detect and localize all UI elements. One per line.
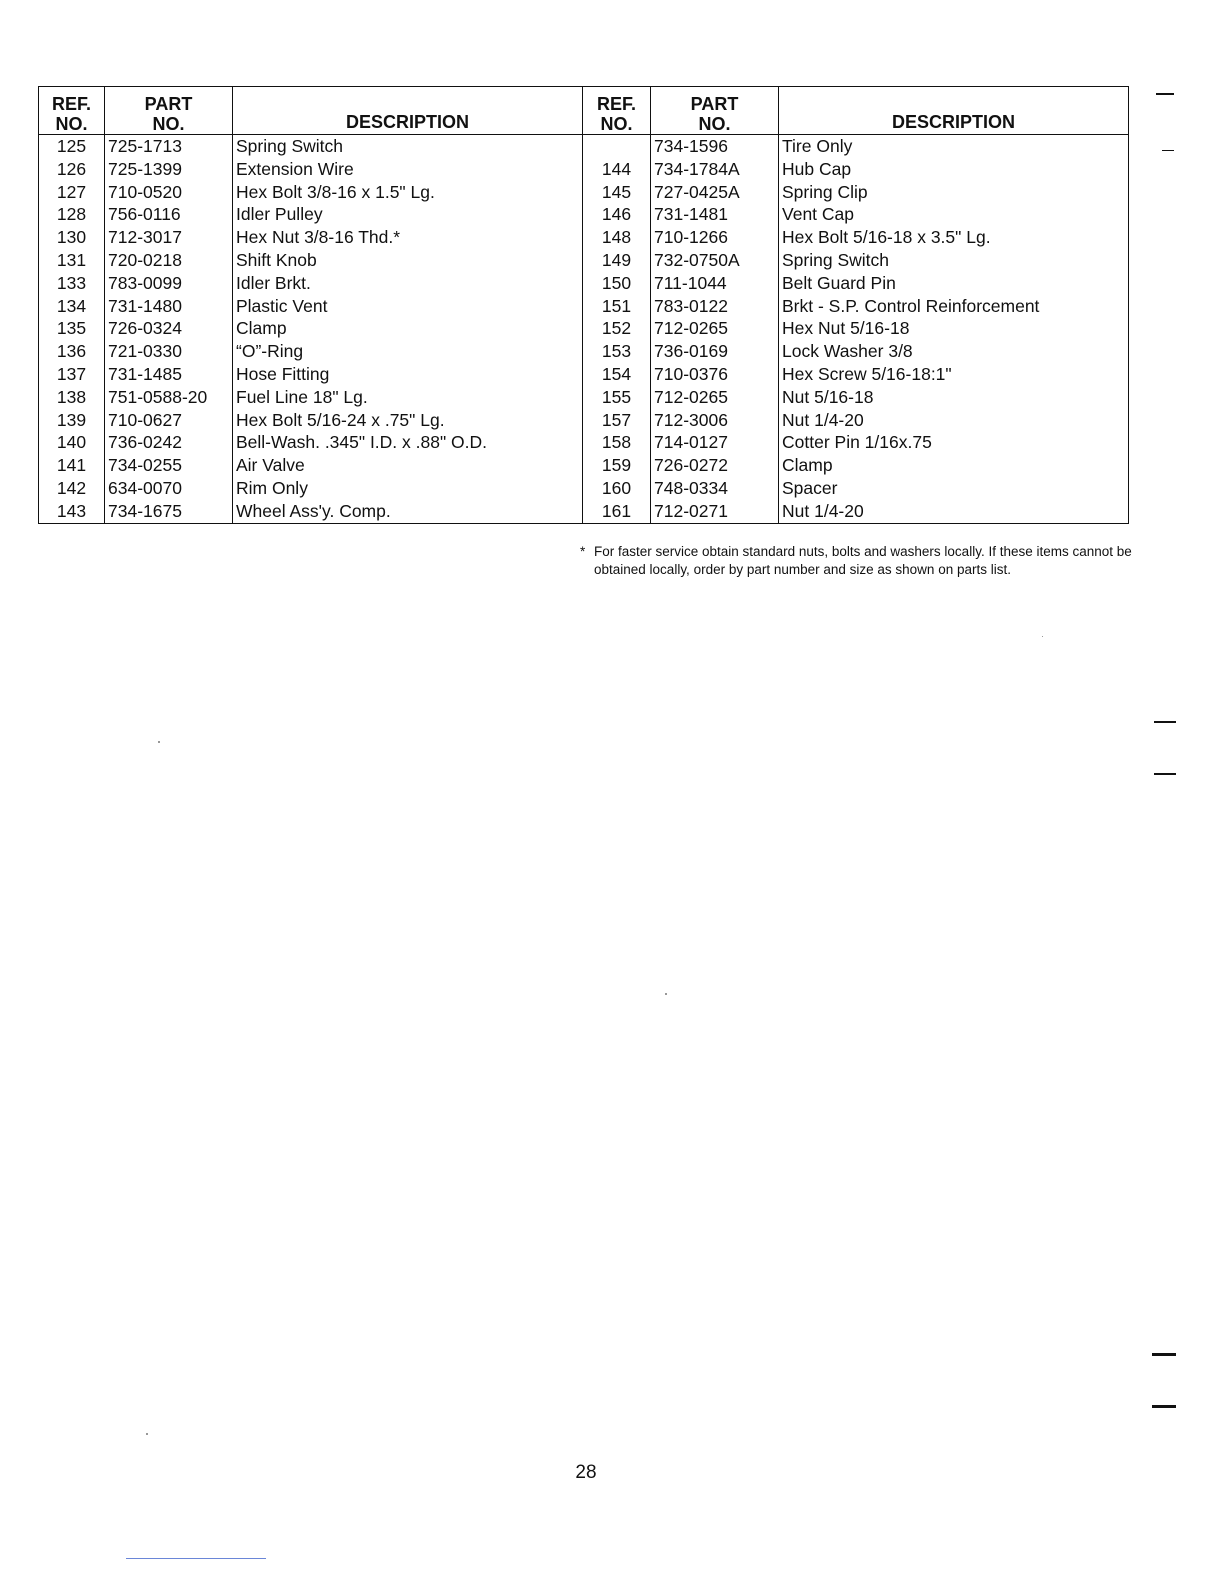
description-cell-2: Vent Cap [779, 203, 1129, 226]
ref-no-cell-2: 153 [583, 340, 651, 363]
description-cell: Bell-Wash. .345" I.D. x .88" O.D. [233, 431, 583, 454]
margin-mark [1156, 93, 1174, 95]
part-no-cell-2: 731-1481 [651, 203, 779, 226]
table-row [39, 226, 1129, 249]
table-row [39, 249, 1129, 272]
ref-no-cell: 131 [56, 249, 87, 270]
description-cell: Idler Brkt. [233, 272, 583, 295]
ref-no-cell: 128 [56, 204, 87, 225]
table-row [39, 431, 1129, 454]
ref-no-cell: 133 [56, 272, 87, 293]
part-no-cell-2: 726-0272 [651, 454, 779, 477]
part-no-cell: 710-0520 [105, 181, 233, 204]
table-row [39, 477, 1129, 500]
ref-no-cell: 125 [56, 136, 87, 156]
part-no-cell-2: 712-0265 [651, 317, 779, 340]
part-no-cell-2: 734-1784A [651, 158, 779, 181]
part-no-cell: 725-1713 [105, 135, 233, 158]
part-no-cell: 712-3017 [105, 226, 233, 249]
description-cell-2: Spring Clip [779, 181, 1129, 204]
part-no-cell-2: 732-0750A [651, 249, 779, 272]
part-no-cell: 756-0116 [105, 203, 233, 226]
part-no-cell: 734-1675 [105, 500, 233, 523]
table-row [39, 295, 1129, 318]
description-cell-2: Hex Bolt 5/16-18 x 3.5" Lg. [779, 226, 1129, 249]
part-no-cell-2: 736-0169 [651, 340, 779, 363]
ref-no-cell-2: 161 [583, 500, 651, 523]
part-no-cell-2: 712-3006 [651, 409, 779, 432]
description-cell-2: Hub Cap [779, 158, 1129, 181]
ref-no-cell-2: 154 [583, 363, 651, 386]
description-cell-2: Brkt - S.P. Control Reinforcement [779, 295, 1129, 318]
description-cell: Shift Knob [233, 249, 583, 272]
ref-no-cell-2: 150 [583, 272, 651, 295]
part-no-cell-2: 734-1596 [651, 135, 779, 158]
description-header: DESCRIPTION [233, 87, 583, 135]
margin-mark [1152, 1405, 1176, 1408]
ref-no-cell: 137 [56, 363, 87, 384]
description-cell-2: Hex Screw 5/16-18:1" [779, 363, 1129, 386]
part-no-cell: 736-0242 [105, 431, 233, 454]
footnote-marker: * [580, 544, 586, 559]
description-cell: Hose Fitting [233, 363, 583, 386]
margin-mark [1154, 773, 1176, 775]
description-cell: Extension Wire [233, 158, 583, 181]
description-header-2: DESCRIPTION [779, 87, 1129, 135]
table-row [39, 135, 1129, 158]
footer-rule [126, 1558, 266, 1559]
ref-no-cell-2: 152 [583, 317, 651, 340]
margin-mark [1162, 150, 1174, 151]
part-no-cell: 634-0070 [105, 477, 233, 500]
part-no-cell: 731-1480 [105, 295, 233, 318]
part-no-cell: 721-0330 [105, 340, 233, 363]
margin-mark [1152, 1353, 1176, 1356]
ref-no-cell: 139 [56, 409, 87, 430]
table-header-row [39, 87, 1129, 135]
ref-no-cell-2: 160 [583, 477, 651, 500]
description-cell: Plastic Vent [233, 295, 583, 318]
ref-no-cell: 126 [56, 158, 87, 179]
part-no-cell: 783-0099 [105, 272, 233, 295]
ref-no-cell-2: 157 [583, 409, 651, 432]
ref-no-cell: 141 [56, 455, 87, 476]
description-cell: Hex Bolt 3/8-16 x 1.5" Lg. [233, 181, 583, 204]
part-no-cell-2: 783-0122 [651, 295, 779, 318]
table-row [39, 363, 1129, 386]
ref-no-cell: 143 [56, 500, 87, 521]
description-cell-2: Belt Guard Pin [779, 272, 1129, 295]
ref-no-cell: 134 [56, 295, 87, 316]
table-row [39, 158, 1129, 181]
description-cell-2: Nut 5/16-18 [779, 386, 1129, 409]
description-cell-2: Tire Only [779, 135, 1129, 158]
part-no-cell-2: 710-1266 [651, 226, 779, 249]
part-no-cell: 725-1399 [105, 158, 233, 181]
description-cell: Rim Only [233, 477, 583, 500]
part-no-cell: 726-0324 [105, 317, 233, 340]
description-cell: Spring Switch [233, 135, 583, 158]
scan-speck [158, 741, 160, 743]
part-no-cell-2: 727-0425A [651, 181, 779, 204]
ref-no-header-2: REF. NO. [583, 87, 651, 135]
page-number: 28 [575, 1462, 597, 1483]
part-no-cell: 751-0588-20 [105, 386, 233, 409]
ref-no-cell: 140 [56, 432, 87, 453]
parts-list-table [38, 86, 1129, 524]
table-row [39, 386, 1129, 409]
part-no-cell: 720-0218 [105, 249, 233, 272]
description-cell-2: Spring Switch [779, 249, 1129, 272]
ref-no-cell-2: 145 [583, 181, 651, 204]
description-cell-2: Spacer [779, 477, 1129, 500]
table-row [39, 454, 1129, 477]
ref-no-cell-2: 151 [583, 295, 651, 318]
part-no-cell: 731-1485 [105, 363, 233, 386]
scan-speck [1042, 636, 1043, 637]
description-cell-2: Nut 1/4-20 [779, 409, 1129, 432]
part-no-cell-2: 714-0127 [651, 431, 779, 454]
table-row [39, 500, 1129, 523]
part-no-cell: 710-0627 [105, 409, 233, 432]
part-no-header: PART NO. [105, 87, 233, 135]
part-no-cell-2: 711-1044 [651, 272, 779, 295]
table-row [39, 409, 1129, 432]
ref-no-cell-2: 146 [583, 203, 651, 226]
scan-speck [665, 993, 667, 995]
ref-no-cell-2: 148 [583, 226, 651, 249]
table-row [39, 203, 1129, 226]
description-cell-2: Lock Washer 3/8 [779, 340, 1129, 363]
description-cell-2: Clamp [779, 454, 1129, 477]
ref-no-cell: 142 [56, 477, 87, 498]
description-cell: Hex Bolt 5/16-24 x .75" Lg. [233, 409, 583, 432]
footnote [580, 543, 1140, 579]
ref-no-cell: 136 [56, 341, 87, 362]
parts-table-body [39, 135, 1129, 524]
description-cell: Idler Pulley [233, 203, 583, 226]
description-cell: Fuel Line 18" Lg. [233, 386, 583, 409]
part-no-cell-2: 712-0265 [651, 386, 779, 409]
part-no-cell-2: 712-0271 [651, 500, 779, 523]
part-no-cell-2: 710-0376 [651, 363, 779, 386]
ref-no-cell: 135 [56, 318, 87, 339]
margin-mark [1154, 721, 1176, 723]
part-no-cell-2: 748-0334 [651, 477, 779, 500]
footnote-text: For faster service obtain standard nuts, bolts and washers locally. If these items cannot be obtained locally, order by part number and size as shown on parts list. [594, 544, 1132, 577]
ref-no-cell-2: 158 [583, 431, 651, 454]
ref-no-cell-2: 149 [583, 249, 651, 272]
table-row [39, 272, 1129, 295]
description-cell-2: Cotter Pin 1/16x.75 [779, 431, 1129, 454]
description-cell: Air Valve [233, 454, 583, 477]
ref-no-cell-2: 155 [583, 386, 651, 409]
part-no-header-2: PART NO. [651, 87, 779, 135]
description-cell-2: Nut 1/4-20 [779, 500, 1129, 523]
scan-speck [146, 1433, 148, 1435]
description-cell: Wheel Ass'y. Comp. [233, 500, 583, 523]
description-cell-2: Hex Nut 5/16-18 [779, 317, 1129, 340]
part-no-cell: 734-0255 [105, 454, 233, 477]
ref-no-header: REF. NO. [39, 87, 105, 135]
description-cell: Clamp [233, 317, 583, 340]
description-cell: “O”-Ring [233, 340, 583, 363]
ref-no-cell-2: 159 [583, 454, 651, 477]
table-row [39, 340, 1129, 363]
ref-no-cell: 130 [56, 227, 87, 248]
ref-no-cell: 127 [56, 181, 87, 202]
ref-no-cell-2 [583, 135, 651, 158]
description-cell: Hex Nut 3/8-16 Thd.* [233, 226, 583, 249]
ref-no-cell: 138 [56, 386, 87, 407]
ref-no-cell-2: 144 [583, 158, 651, 181]
table-row [39, 317, 1129, 340]
table-row [39, 181, 1129, 204]
